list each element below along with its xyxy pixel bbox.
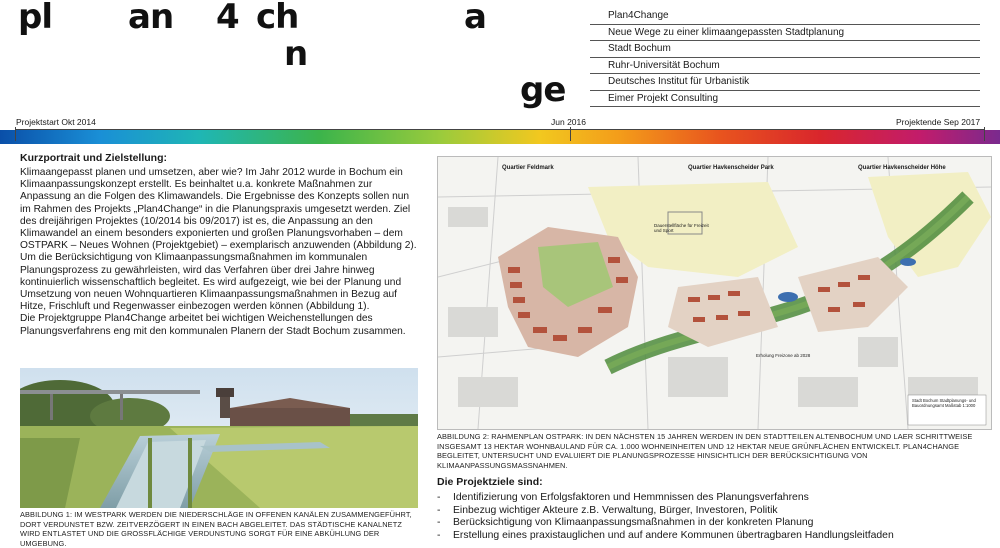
rahmenplan-map	[437, 156, 992, 430]
intro-body	[20, 167, 420, 338]
timeline-tick-start	[15, 127, 16, 141]
partner-item: Plan4Change	[590, 8, 980, 25]
intro-title: Kurzportrait und Zielstellung:	[20, 152, 167, 164]
partner-item: Deutsches Institut für Urbanistik	[590, 74, 980, 91]
logo-letters-a: a	[464, 0, 486, 37]
goal-item	[437, 505, 977, 518]
goal-bullet: -	[437, 517, 441, 529]
map-legend: Stadt Bochum Stadtplanungs- und Bauordnungsamt Maßstab 1:1000	[912, 398, 976, 408]
partner-item: Eimer Projekt Consulting	[590, 91, 980, 108]
intro-paragraph: Die Projektgruppe Plan4Change arbeitet bei wichtigen Weichenstellungen des Planungsverfahrens eng mit den kommunalen Planern der Stadt Bochum zusammen.	[20, 313, 406, 337]
map-label-havkenscheider-park: Quartier Havkenscheider Park	[688, 165, 774, 171]
timeline-rainbow-bar	[0, 130, 1000, 144]
map-label-feldmark: Quartier Feldmark	[502, 165, 554, 171]
logo-letters-n: n	[284, 34, 308, 74]
goals-title: Die Projektziele sind:	[437, 476, 543, 488]
timeline-start-label: Projektstart Okt 2014	[16, 117, 96, 127]
timeline-end-label: Projektende Sep 2017	[896, 117, 981, 127]
intro-paragraph: Um die Berücksichtigung von Klimaanpassungsmaßnahmen im kommunalen Planungsprozess zu gewährleisten, wird das Verfahren über drei Jahre hinweg kontinuierlich wissenschaftlich begleitet. Es wird aufgezeigt, wie bei der Planung und Umsetzung von neuen Wohnquartieren Klimaanpassungsmaßnahmen in Bezug auf Hitze, Frischluft und Regenwasser einbezogen werden können (Abbildung 1).	[20, 252, 402, 313]
project-timeline	[0, 117, 1000, 147]
map-label-sport: Dauerstellfläche für Freizeit und Sport	[654, 223, 709, 233]
partner-item: Ruhr-Universität Bochum	[590, 58, 980, 75]
partner-item: Neue Wege zu einer klimaangepassten Stadtplanung	[590, 25, 980, 42]
goal-bullet: -	[437, 529, 441, 541]
partner-list	[590, 8, 980, 107]
intro-paragraph: Klimaangepasst planen und umsetzen, aber wie? Im Jahr 2012 wurde in Bochum ein Klimaanpassungskonzept erstellt. Es beinhaltet u.a. konkrete Maßnahmen zur Anpassung an die Folgen des Klimawandels. Die Ergebnisse des Konzepts sollen nun im Rahmen des Projekts „Plan4Change“ in die Planungspraxis umgesetzt werden. Ziel des dreijährigen Projektes (10/2014 bis 09/2017) ist es, die Anpassung an den Klimawandel an einem besonders exponierten und großen Planungsvorhaben – dem OSTPARK – Neues Wohnen (Projektgebiet) – exemplarisch anzuwenden (Abbildung 2).	[20, 167, 417, 252]
logo-letters-an: an	[128, 0, 174, 37]
goals-list	[437, 492, 977, 542]
goal-bullet: -	[437, 504, 441, 516]
timeline-line	[15, 129, 985, 130]
westpark-photo	[20, 368, 418, 508]
logo-letters-ge: ge	[520, 70, 566, 110]
logo-letters-4: 4	[216, 0, 239, 37]
figure2-caption: ABBILDUNG 2: RAHMENPLAN OSTPARK: IN DEN NÄCHSTEN 15 JAHREN WERDEN IN DEN STADTTEILEN ALTENBOCHUM UND LAER SCHRITTWEISE INSGESAMT 13 HEKTAR WOHNBAULAND FÜR CA. 1.000 WOHNEINHEITEN UND 12 HEKTAR NEUE GRÜNFLÄCHEN ENTWICKELT. PLAN4CHANGE BEGLEITET, UNTERSUCHT UND EVALUIERT DIE PLANUNGSPROZESSE HINSICHTLICH DER BERÜCKSICHTIGUNG VON KLIMAANPASSUNGSMASSNAHMEN.	[437, 432, 973, 470]
logo-letters-ch: ch	[256, 0, 299, 37]
timeline-middle-label: Jun 2016	[551, 117, 586, 127]
partner-item: Stadt Bochum	[590, 41, 980, 58]
figure1-caption: ABBILDUNG 1: IM WESTPARK WERDEN DIE NIEDERSCHLÄGE IN OFFENEN KANÄLEN ZUSAMMENGEFÜHRT, DORT VERDUNSTET BZW. ZEITVERZÖGERT IN EINEN BACH ABGELEITET. DAS STÄDTISCHE KANALNETZ WIRD ENTLASTET UND DIE GROSSFLÄCHIGE VERDUNSTUNG SORGT FÜR EINE ABKÜHLUNG DER UMGEBUNG.	[20, 510, 412, 548]
goal-text: Berücksichtigung von Klimaanpassungsmaßnahmen in der konkreten Planung	[453, 517, 814, 529]
timeline-tick-end	[984, 127, 985, 141]
goal-bullet: -	[437, 492, 441, 503]
goal-item	[437, 530, 977, 543]
timeline-tick-middle	[570, 127, 571, 141]
map-label-havkenscheider-hoehe: Quartier Havkenscheider Höhe	[858, 165, 946, 171]
goal-text: Einbezug wichtiger Akteure z.B. Verwaltung, Bürger, Investoren, Politik	[453, 504, 778, 516]
goal-text: Erstellung eines praxistauglichen und auf andere Kommunen übertragbaren Handlungsleitfaden	[453, 529, 894, 541]
logo-letters-pl: pl	[18, 0, 52, 37]
goal-item	[437, 492, 977, 505]
goal-item	[437, 517, 977, 530]
goal-text: Identifizierung von Erfolgsfaktoren und Hemmnissen des Planungsverfahrens	[453, 492, 809, 503]
map-label-erholung: Erholung Freizone ab 2028	[756, 353, 811, 358]
